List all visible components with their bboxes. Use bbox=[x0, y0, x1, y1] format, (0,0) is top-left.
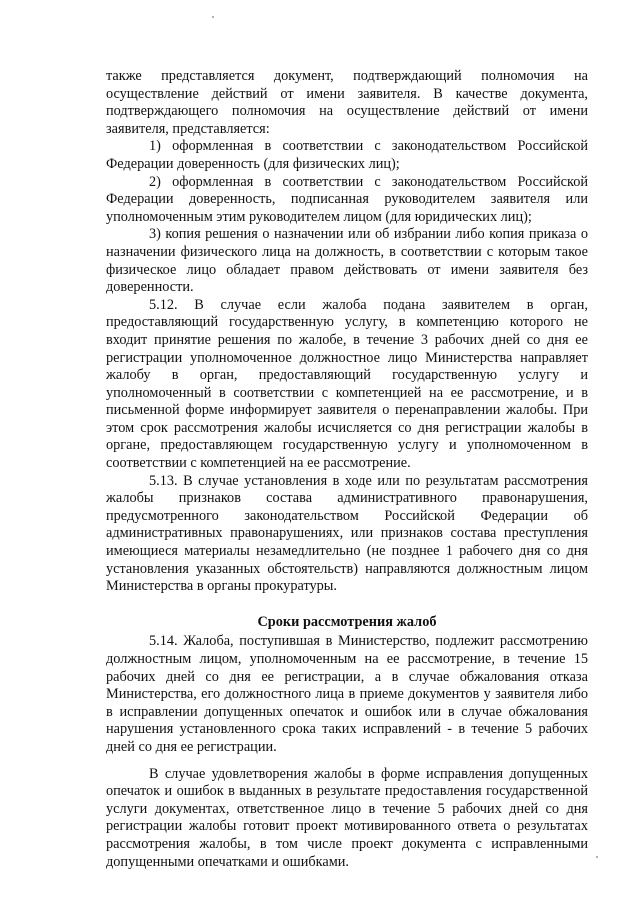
paragraph-item-2: 2) оформленная в соответствии с законодательством Российской Федерации доверенность, подписанная руководителем заявителя или уполномоченным этим руководителем лицом (для юридических лиц); bbox=[106, 173, 588, 225]
document-body bbox=[106, 68, 588, 871]
paragraph-gap bbox=[106, 757, 588, 766]
section-heading: Сроки рассмотрения жалоб bbox=[257, 613, 437, 630]
paragraph-intro: также представляется документ, подтверждающий полномочия на осуществление действий от имени заявителя. В качестве документа, подтверждающего полномочия на осуществление действий от имени заявителя, представляется: bbox=[106, 68, 588, 137]
paragraph-5-13: 5.13. В случае установления в ходе или по результатам рассмотрения жалобы признаков состава административного правонарушения, предусмотренного законодательством Российской Федерации об административных правонарушениях, или признаков состава преступления имеющиеся материалы незамедлительно (не позднее 1 рабочего дня со дня установления указанных обстоятельств) направляются должностным лицом Министерства в органы прокуратуры. bbox=[106, 472, 588, 595]
paragraph-satisfaction: В случае удовлетворения жалобы в форме исправления допущенных опечаток и ошибок в выданных в результате предоставления государственной услуги документах, ответственное лицо в течение 5 рабочих дней со дня регистрации жалобы готовит проект мотивированного ответа о результатах рассмотрения жалобы, в том числе проект документа с исправленными допущенными опечатками и ошибками. bbox=[106, 765, 588, 870]
scan-speck bbox=[596, 856, 598, 858]
scan-speck bbox=[212, 16, 214, 18]
paragraph-item-1: 1) оформленная в соответствии с законодательством Российской Федерации доверенность (для физических лиц); bbox=[106, 138, 588, 172]
paragraph-5-14: 5.14. Жалоба, поступившая в Министерство, подлежит рассмотрению должностным лицом, уполномоченным на ее рассмотрение, в течение 15 рабочих дней со дня ее регистрации, а в случае обжалования отказа Министерства, его должностного лица в приеме документов у заявителя либо в исправлении допущенных опечаток и ошибок или в случае обжалования нарушения установленного срока таких исправлений - в течение 5 рабочих дней со дня ее регистрации. bbox=[106, 633, 588, 755]
paragraph-item-3: 3) копия решения о назначении или об избрании либо копия приказа о назначении физического лица на должность, в соответствии с которым такое физическое лицо обладает правом действовать от имени заявителя без доверенности. bbox=[106, 226, 588, 296]
paragraph-5-12: 5.12. В случае если жалоба подана заявителем в орган, предоставляющий государственную услугу, в компетенцию которого не входит принятие решения по жалобе, в течение 3 рабочих дней со дня ее регистрации уполномоченное должностное лицо Министерства направляет жалобу в орган, предоставляющий государственную услугу и уполномоченный в соответствии с компетенцией на ее рассмотрение, и в письменной форме информирует заявителя о перенаправлении жалобы. При этом срок рассмотрения жалобы исчисляется со дня регистрации жалобы в органе, предоставляющем государственную услугу и уполномоченном в соответствии с компетенцией на ее рассмотрение. bbox=[106, 296, 588, 472]
